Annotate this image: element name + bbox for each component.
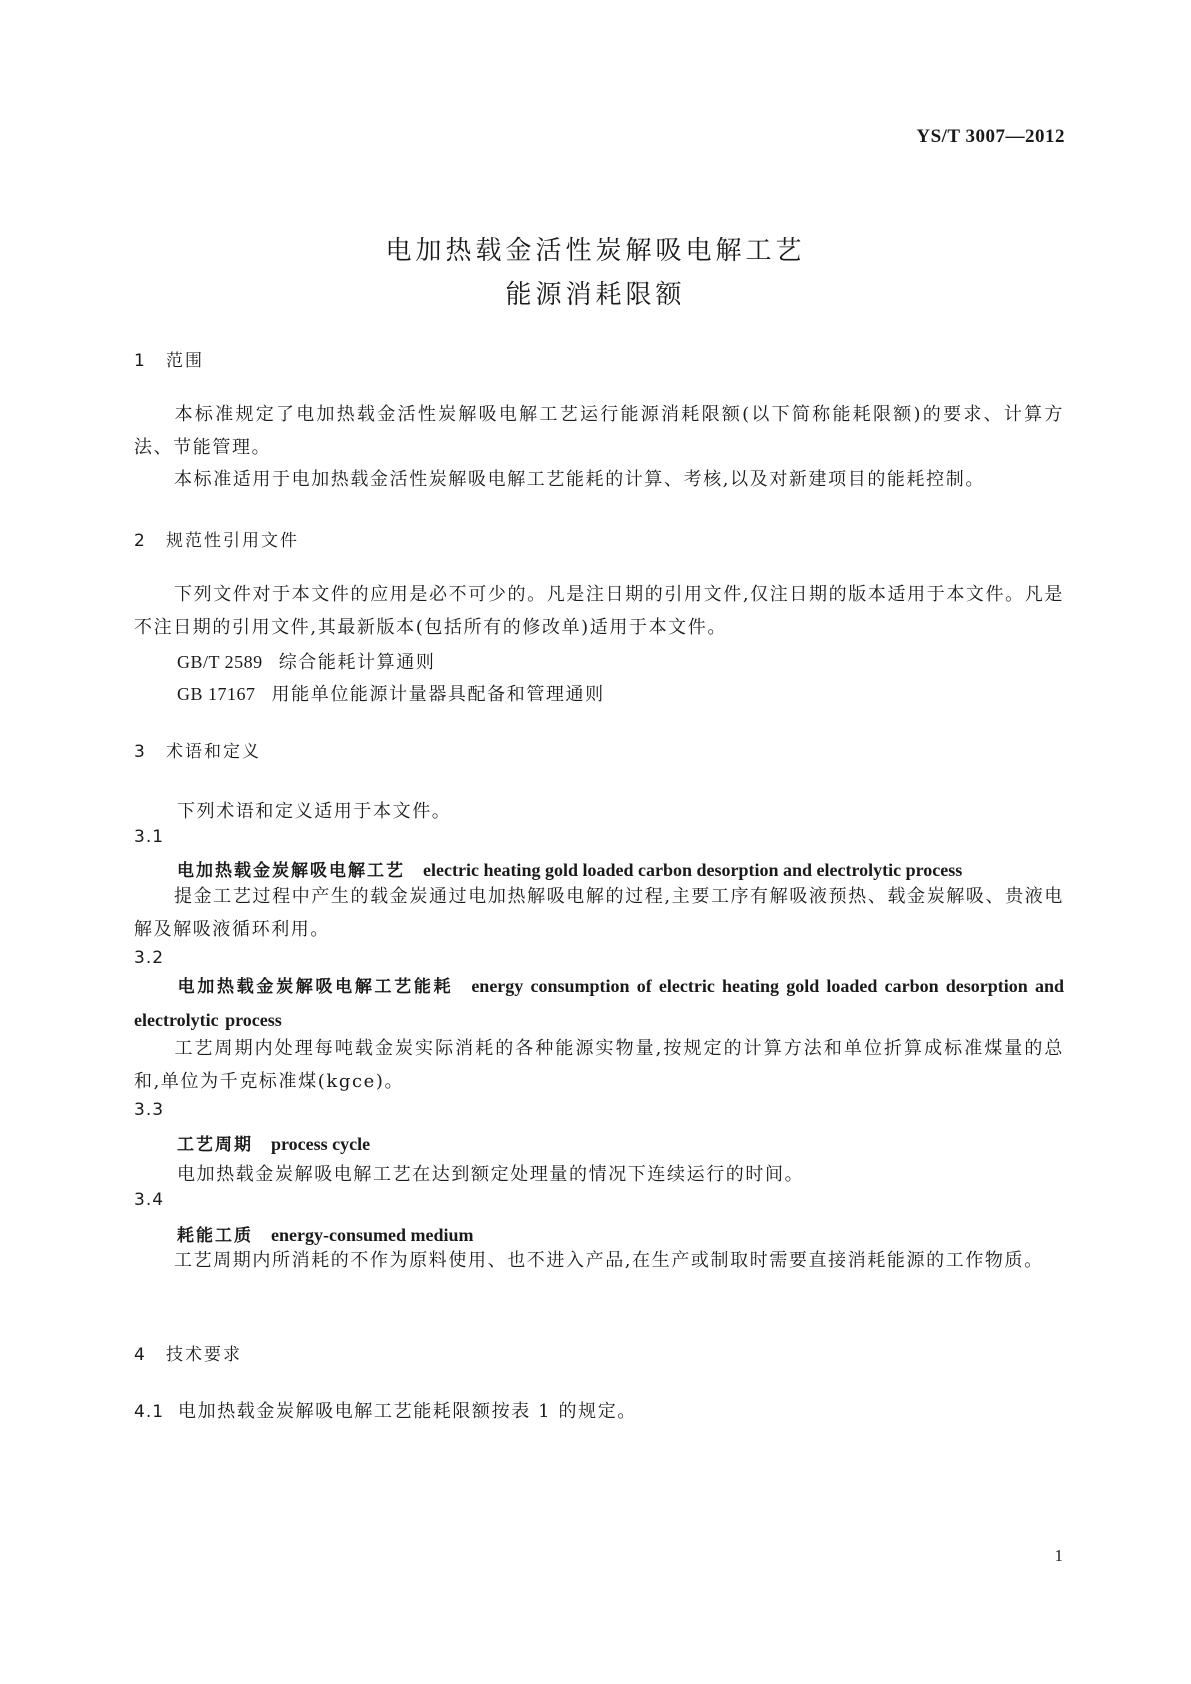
section-1-paragraph-1 — [134, 398, 1064, 464]
term-3-1-number: 3.1 — [134, 827, 165, 847]
section-1-number: 1 — [134, 351, 145, 371]
term-3-2-heading — [134, 970, 1064, 1038]
term-3-1-en: electric heating gold loaded carbon desorption and electrolytic process — [423, 860, 963, 880]
clause-4-1-text: 电加热载金炭解吸电解工艺能耗限额按表 1 的规定。 — [178, 1401, 637, 1422]
clause-4-1-number: 4.1 — [134, 1402, 165, 1422]
reference-title: 用能单位能源计量器具配备和管理通则 — [271, 684, 605, 705]
section-1-heading — [134, 346, 204, 371]
page-number: 1 — [1054, 1546, 1063, 1565]
section-2-paragraph-1 — [134, 578, 1064, 644]
section-2-title: 规范性引用文件 — [166, 531, 299, 551]
section-3-intro: 下列术语和定义适用于本文件。 — [177, 801, 452, 822]
term-3-1-zh: 电加热载金炭解吸电解工艺 — [177, 861, 405, 881]
term-3-1-definition — [134, 880, 1064, 946]
reference-code: GB/T 2589 — [177, 652, 263, 672]
clause-4-1 — [134, 1397, 637, 1423]
normative-reference-2 — [177, 680, 605, 706]
section-4-number: 4 — [134, 1345, 145, 1365]
term-3-3-number: 3.3 — [134, 1100, 165, 1120]
term-3-3-definition: 电加热载金炭解吸电解工艺在达到额定处理量的情况下连续运行的时间。 — [177, 1164, 805, 1185]
term-3-2-en: energy consumption of electric heating gold loaded carbon desorption and electrolytic process — [134, 976, 1064, 1030]
term-3-2-definition-text: 工艺周期内处理每吨载金炭实际消耗的各种能源实物量,按规定的计算方法和单位折算成标准煤量的总和,单位为千克标准煤(kgce)。 — [134, 1038, 1064, 1092]
normative-reference-1 — [177, 648, 436, 674]
term-3-1-heading — [177, 856, 962, 881]
section-3-title: 术语和定义 — [166, 742, 261, 762]
term-3-4-en: energy-consumed medium — [271, 1225, 474, 1245]
section-2-number: 2 — [134, 531, 145, 551]
section-1-paragraph-1-text: 本标准规定了电加热载金活性炭解吸电解工艺运行能源消耗限额(以下简称能耗限额)的要求、计算方法、节能管理。 — [134, 404, 1064, 458]
term-3-3-en: process cycle — [271, 1134, 371, 1154]
document-title-line2: 能源消耗限额 — [505, 280, 686, 310]
term-3-4-heading — [177, 1221, 473, 1246]
section-3-heading — [134, 737, 261, 762]
section-1-paragraph-2-text: 本标准适用于电加热载金活性炭解吸电解工艺能耗的计算、考核,以及对新建项目的能耗控制。 — [174, 469, 985, 490]
section-4-title: 技术要求 — [166, 1345, 242, 1365]
term-3-1-definition-text: 提金工艺过程中产生的载金炭通过电加热解吸电解的过程,主要工序有解吸液预热、载金炭解吸、贵液电解及解吸液循环利用。 — [134, 886, 1064, 940]
section-4-heading — [134, 1340, 242, 1365]
term-3-2-number: 3.2 — [134, 948, 165, 968]
term-3-4-definition — [134, 1244, 1064, 1277]
section-2-paragraph-1-text: 下列文件对于本文件的应用是必不可少的。凡是注日期的引用文件,仅注日期的版本适用于本文件。凡是不注日期的引用文件,其最新版本(包括所有的修改单)适用于本文件。 — [134, 584, 1064, 638]
reference-code: GB 17167 — [177, 684, 256, 704]
term-3-4-definition-text: 工艺周期内所消耗的不作为原料使用、也不进入产品,在生产或制取时需要直接消耗能源的工作物质。 — [174, 1250, 1044, 1271]
reference-title: 综合能耗计算通则 — [278, 652, 436, 673]
section-1-title: 范围 — [166, 351, 204, 371]
term-3-2-zh: 电加热载金炭解吸电解工艺能耗 — [177, 977, 454, 997]
section-2-heading — [134, 526, 299, 551]
section-1-paragraph-2 — [134, 463, 1064, 496]
term-3-2-definition — [134, 1032, 1064, 1098]
term-3-3-heading — [177, 1130, 370, 1155]
section-3-number: 3 — [134, 742, 145, 762]
term-3-4-zh: 耗能工质 — [177, 1226, 253, 1246]
term-3-3-zh: 工艺周期 — [177, 1135, 253, 1155]
term-3-4-number: 3.4 — [134, 1190, 165, 1210]
document-title-line1: 电加热载金活性炭解吸电解工艺 — [385, 236, 806, 266]
standard-code: YS/T 3007—2012 — [916, 126, 1065, 147]
